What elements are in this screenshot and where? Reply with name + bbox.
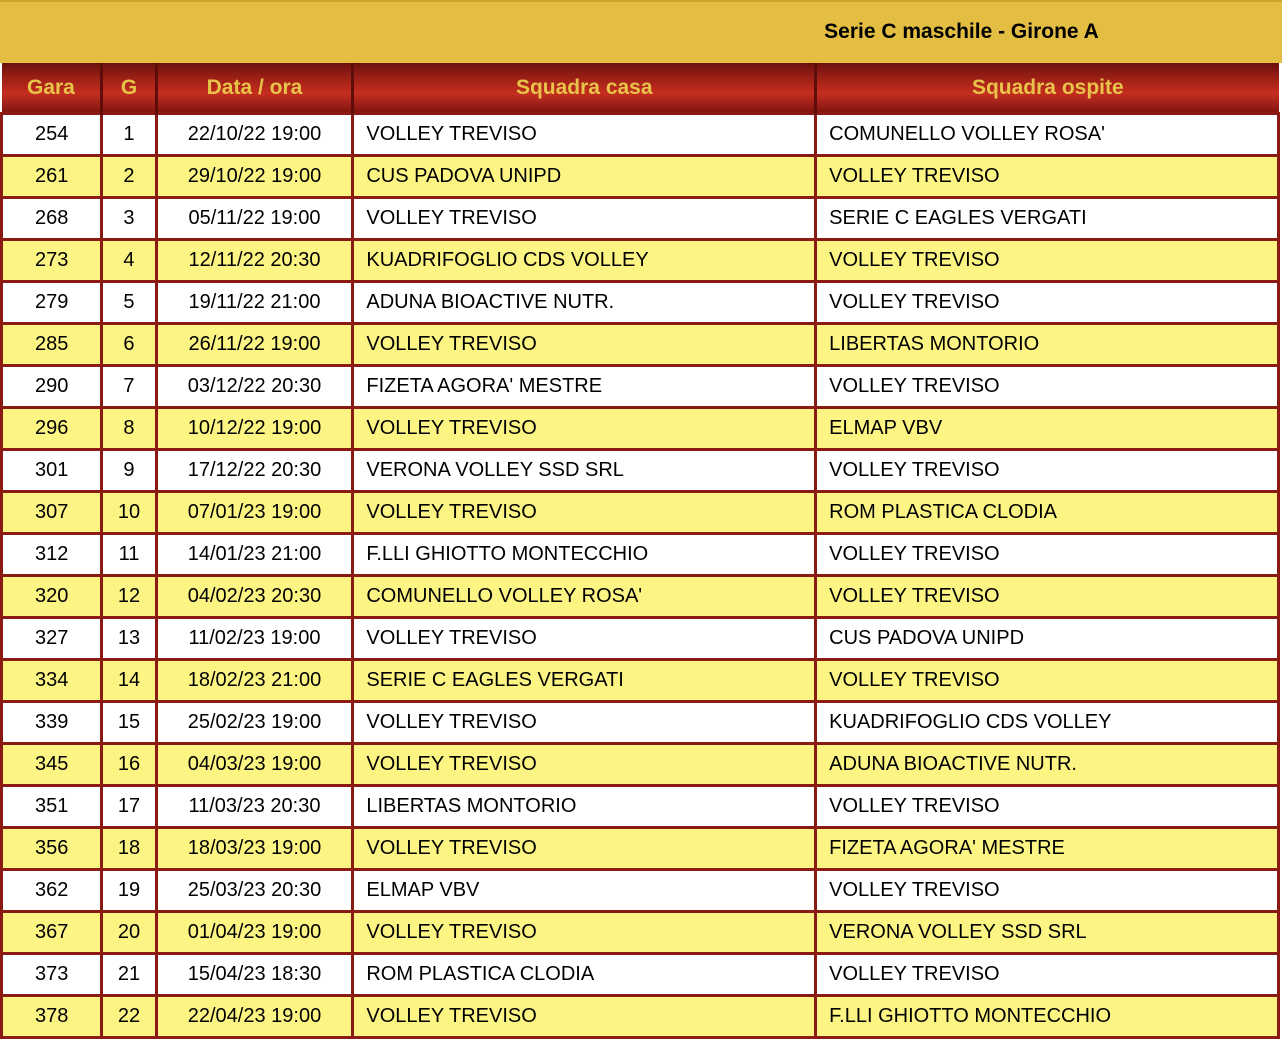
cell-giornata: 14	[102, 660, 156, 702]
cell-squadra-ospite: VOLLEY TREVISO	[816, 534, 1279, 576]
table-body	[2, 114, 1279, 1038]
cell-data-ora: 18/02/23 21:00	[156, 660, 353, 702]
cell-data-ora: 10/12/22 19:00	[156, 408, 353, 450]
cell-giornata: 20	[102, 912, 156, 954]
cell-gara: 351	[2, 786, 102, 828]
cell-data-ora: 25/03/23 20:30	[156, 870, 353, 912]
cell-squadra-casa: CUS PADOVA UNIPD	[353, 156, 816, 198]
cell-data-ora: 11/02/23 19:00	[156, 618, 353, 660]
header-row	[2, 63, 1279, 114]
cell-data-ora: 04/02/23 20:30	[156, 576, 353, 618]
table-row	[2, 660, 1279, 702]
cell-giornata: 6	[102, 324, 156, 366]
cell-giornata: 11	[102, 534, 156, 576]
cell-squadra-ospite: VOLLEY TREVISO	[816, 366, 1279, 408]
cell-squadra-ospite: F.LLI GHIOTTO MONTECCHIO	[816, 996, 1279, 1038]
table-row	[2, 618, 1279, 660]
cell-gara: 378	[2, 996, 102, 1038]
cell-squadra-ospite: ROM PLASTICA CLODIA	[816, 492, 1279, 534]
cell-squadra-ospite: VERONA VOLLEY SSD SRL	[816, 912, 1279, 954]
cell-giornata: 15	[102, 702, 156, 744]
cell-squadra-ospite: FIZETA AGORA' MESTRE	[816, 828, 1279, 870]
cell-giornata: 7	[102, 366, 156, 408]
cell-squadra-ospite: VOLLEY TREVISO	[816, 240, 1279, 282]
table-row	[2, 996, 1279, 1038]
cell-giornata: 18	[102, 828, 156, 870]
cell-data-ora: 07/01/23 19:00	[156, 492, 353, 534]
cell-squadra-casa: VOLLEY TREVISO	[353, 408, 816, 450]
cell-squadra-casa: VOLLEY TREVISO	[353, 114, 816, 156]
table-row	[2, 954, 1279, 996]
cell-squadra-ospite: SERIE C EAGLES VERGATI	[816, 198, 1279, 240]
cell-gara: 296	[2, 408, 102, 450]
cell-giornata: 8	[102, 408, 156, 450]
table-row	[2, 534, 1279, 576]
cell-giornata: 9	[102, 450, 156, 492]
table-row	[2, 324, 1279, 366]
cell-squadra-casa: VOLLEY TREVISO	[353, 996, 816, 1038]
cell-squadra-casa: VOLLEY TREVISO	[353, 702, 816, 744]
column-header-squadra-ospite: Squadra ospite	[816, 63, 1279, 114]
cell-data-ora: 01/04/23 19:00	[156, 912, 353, 954]
cell-giornata: 4	[102, 240, 156, 282]
cell-squadra-ospite: VOLLEY TREVISO	[816, 156, 1279, 198]
cell-gara: 327	[2, 618, 102, 660]
cell-data-ora: 26/11/22 19:00	[156, 324, 353, 366]
table-header	[2, 63, 1279, 114]
cell-data-ora: 25/02/23 19:00	[156, 702, 353, 744]
cell-gara: 307	[2, 492, 102, 534]
table-row	[2, 744, 1279, 786]
cell-data-ora: 22/04/23 19:00	[156, 996, 353, 1038]
cell-squadra-ospite: VOLLEY TREVISO	[816, 576, 1279, 618]
cell-squadra-casa: VOLLEY TREVISO	[353, 744, 816, 786]
table-row	[2, 576, 1279, 618]
cell-squadra-casa: FIZETA AGORA' MESTRE	[353, 366, 816, 408]
cell-giornata: 10	[102, 492, 156, 534]
cell-data-ora: 05/11/22 19:00	[156, 198, 353, 240]
cell-squadra-ospite: CUS PADOVA UNIPD	[816, 618, 1279, 660]
schedule-table	[0, 63, 1280, 1039]
cell-squadra-ospite: KUADRIFOGLIO CDS VOLLEY	[816, 702, 1279, 744]
cell-data-ora: 22/10/22 19:00	[156, 114, 353, 156]
cell-squadra-ospite: COMUNELLO VOLLEY ROSA'	[816, 114, 1279, 156]
cell-gara: 345	[2, 744, 102, 786]
cell-squadra-casa: VERONA VOLLEY SSD SRL	[353, 450, 816, 492]
cell-giornata: 19	[102, 870, 156, 912]
cell-gara: 268	[2, 198, 102, 240]
cell-data-ora: 04/03/23 19:00	[156, 744, 353, 786]
cell-squadra-ospite: VOLLEY TREVISO	[816, 870, 1279, 912]
cell-squadra-casa: ROM PLASTICA CLODIA	[353, 954, 816, 996]
cell-squadra-casa: VOLLEY TREVISO	[353, 912, 816, 954]
table-row	[2, 912, 1279, 954]
cell-giornata: 13	[102, 618, 156, 660]
cell-squadra-casa: KUADRIFOGLIO CDS VOLLEY	[353, 240, 816, 282]
cell-squadra-casa: SERIE C EAGLES VERGATI	[353, 660, 816, 702]
cell-squadra-casa: ADUNA BIOACTIVE NUTR.	[353, 282, 816, 324]
table-row	[2, 156, 1279, 198]
cell-squadra-ospite: LIBERTAS MONTORIO	[816, 324, 1279, 366]
page-title: Serie C maschile - Girone A	[824, 20, 1099, 43]
cell-squadra-casa: F.LLI GHIOTTO MONTECCHIO	[353, 534, 816, 576]
cell-squadra-casa: VOLLEY TREVISO	[353, 324, 816, 366]
table-row	[2, 408, 1279, 450]
cell-gara: 312	[2, 534, 102, 576]
cell-squadra-casa: VOLLEY TREVISO	[353, 828, 816, 870]
cell-gara: 290	[2, 366, 102, 408]
column-header-gara: Gara	[2, 63, 102, 114]
cell-squadra-ospite: VOLLEY TREVISO	[816, 450, 1279, 492]
cell-giornata: 5	[102, 282, 156, 324]
cell-squadra-casa: COMUNELLO VOLLEY ROSA'	[353, 576, 816, 618]
cell-giornata: 17	[102, 786, 156, 828]
cell-squadra-ospite: ELMAP VBV	[816, 408, 1279, 450]
cell-gara: 279	[2, 282, 102, 324]
cell-gara: 285	[2, 324, 102, 366]
title-bar	[0, 0, 1282, 63]
cell-giornata: 2	[102, 156, 156, 198]
cell-data-ora: 03/12/22 20:30	[156, 366, 353, 408]
column-header-squadra-casa: Squadra casa	[353, 63, 816, 114]
cell-data-ora: 29/10/22 19:00	[156, 156, 353, 198]
cell-giornata: 1	[102, 114, 156, 156]
cell-data-ora: 18/03/23 19:00	[156, 828, 353, 870]
cell-squadra-ospite: VOLLEY TREVISO	[816, 660, 1279, 702]
cell-gara: 320	[2, 576, 102, 618]
cell-giornata: 16	[102, 744, 156, 786]
cell-data-ora: 12/11/22 20:30	[156, 240, 353, 282]
table-row	[2, 870, 1279, 912]
column-header-g: G	[102, 63, 156, 114]
cell-giornata: 21	[102, 954, 156, 996]
cell-squadra-ospite: ADUNA BIOACTIVE NUTR.	[816, 744, 1279, 786]
cell-gara: 261	[2, 156, 102, 198]
table-row	[2, 240, 1279, 282]
table-row	[2, 702, 1279, 744]
cell-squadra-casa: VOLLEY TREVISO	[353, 198, 816, 240]
cell-squadra-ospite: VOLLEY TREVISO	[816, 954, 1279, 996]
cell-gara: 362	[2, 870, 102, 912]
table-row	[2, 786, 1279, 828]
table-row	[2, 450, 1279, 492]
cell-giornata: 3	[102, 198, 156, 240]
cell-giornata: 12	[102, 576, 156, 618]
cell-squadra-casa: VOLLEY TREVISO	[353, 618, 816, 660]
cell-gara: 339	[2, 702, 102, 744]
cell-giornata: 22	[102, 996, 156, 1038]
cell-gara: 356	[2, 828, 102, 870]
cell-squadra-casa: VOLLEY TREVISO	[353, 492, 816, 534]
table-row	[2, 114, 1279, 156]
cell-squadra-casa: ELMAP VBV	[353, 870, 816, 912]
table-row	[2, 492, 1279, 534]
cell-data-ora: 17/12/22 20:30	[156, 450, 353, 492]
table-row	[2, 366, 1279, 408]
table-row	[2, 828, 1279, 870]
cell-squadra-casa: LIBERTAS MONTORIO	[353, 786, 816, 828]
cell-squadra-ospite: VOLLEY TREVISO	[816, 282, 1279, 324]
cell-data-ora: 15/04/23 18:30	[156, 954, 353, 996]
cell-gara: 334	[2, 660, 102, 702]
cell-gara: 273	[2, 240, 102, 282]
cell-squadra-ospite: VOLLEY TREVISO	[816, 786, 1279, 828]
cell-gara: 367	[2, 912, 102, 954]
table-row	[2, 198, 1279, 240]
cell-data-ora: 19/11/22 21:00	[156, 282, 353, 324]
column-header-data-ora: Data / ora	[156, 63, 353, 114]
cell-gara: 373	[2, 954, 102, 996]
cell-gara: 254	[2, 114, 102, 156]
cell-data-ora: 11/03/23 20:30	[156, 786, 353, 828]
cell-data-ora: 14/01/23 21:00	[156, 534, 353, 576]
table-row	[2, 282, 1279, 324]
cell-gara: 301	[2, 450, 102, 492]
